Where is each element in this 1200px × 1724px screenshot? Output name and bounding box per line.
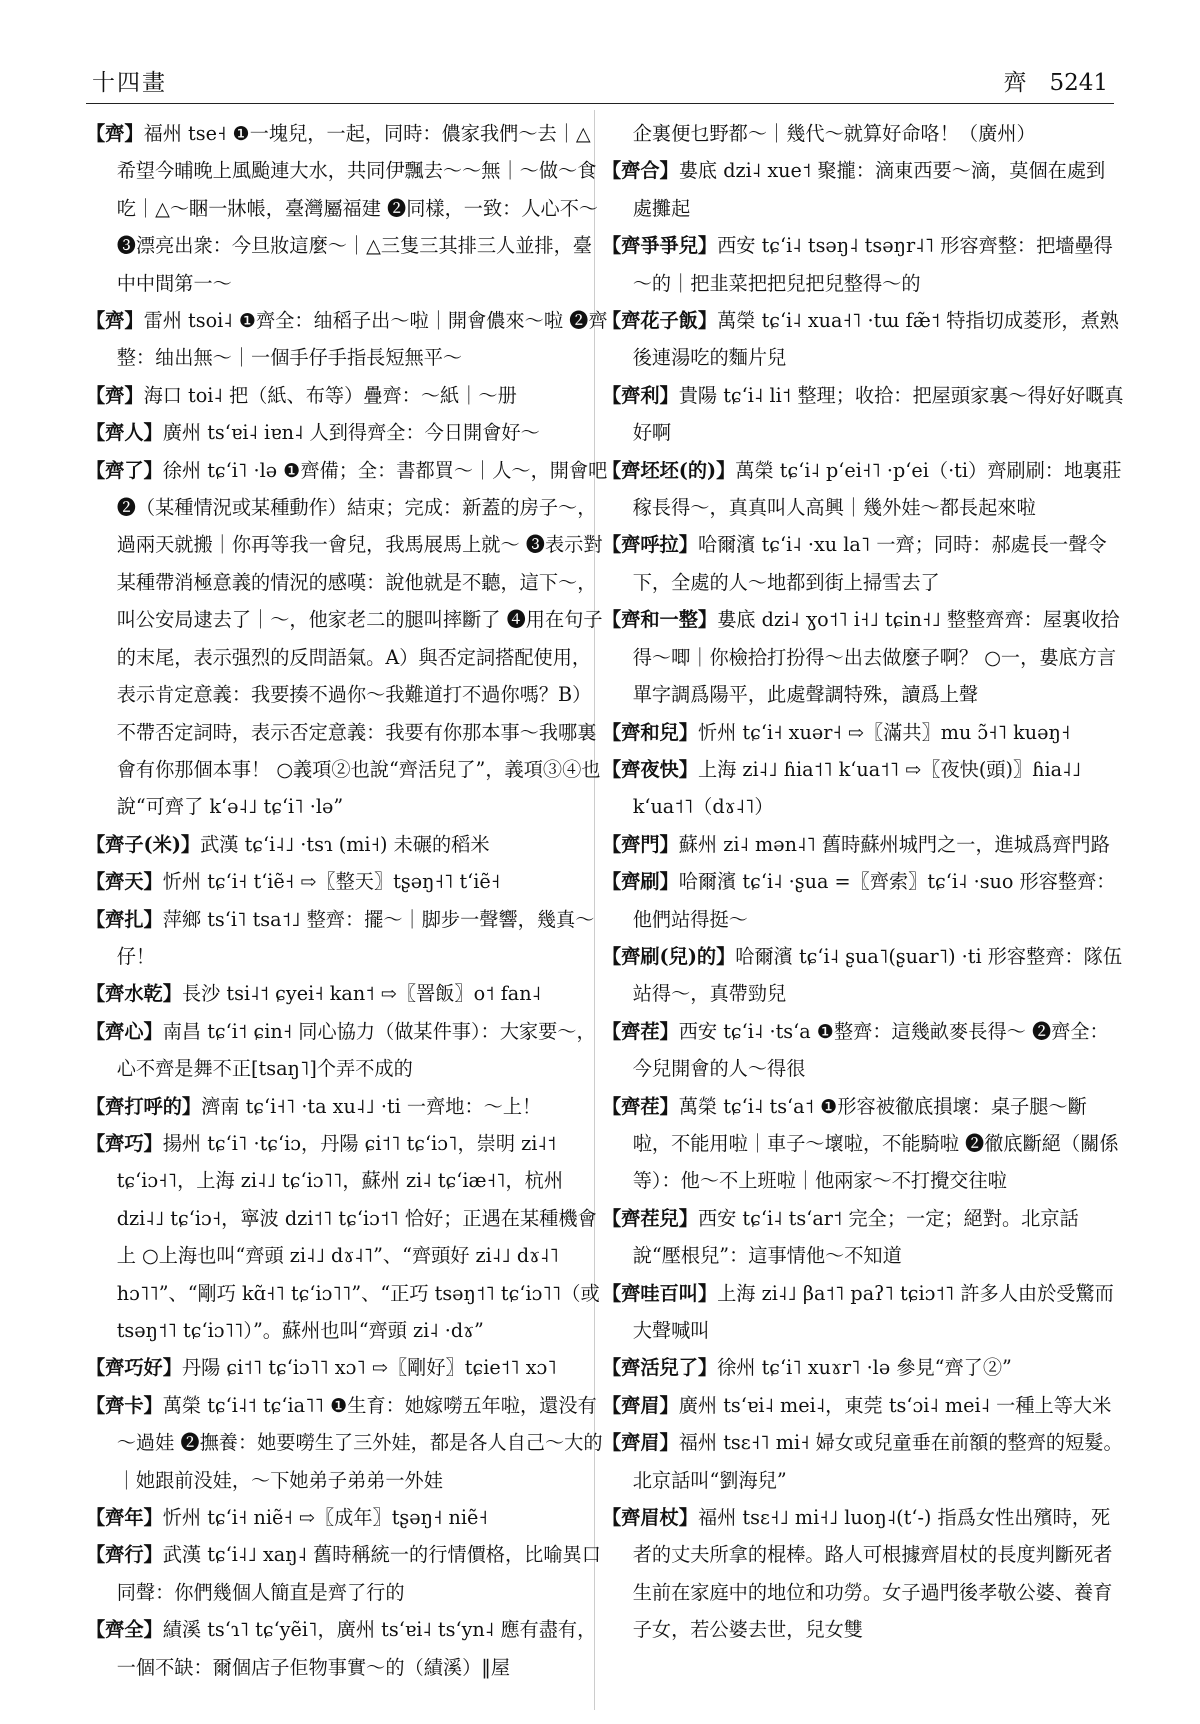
entry-definition: 婁底 dzi˨ xue˦ 聚攏：滴東西要～滴，莫個在處到處攤起 bbox=[632, 159, 1106, 220]
page-number: 5241 bbox=[1049, 70, 1108, 96]
dictionary-entry bbox=[86, 1125, 608, 1349]
page-header bbox=[86, 58, 1114, 100]
entry-definition: 哈爾濱 tɕʻi˨ ·ʂua =〖齊索〗tɕʻi˨ ·suo 形容整齊：他們站得挺～ bbox=[632, 870, 1116, 931]
entry-headword: 【齊和兒】 bbox=[602, 720, 698, 744]
dictionary-entry bbox=[86, 975, 608, 1012]
dictionary-entry bbox=[602, 1013, 1124, 1088]
entry-definition: 忻州 tɕʻi˧ niẽ˧ ⇨〖成年〗tʂəŋ˧ niẽ˧ bbox=[162, 1506, 488, 1530]
dictionary-entry bbox=[602, 152, 1124, 227]
entry-headword: 【齊茬兒】 bbox=[602, 1206, 698, 1230]
dictionary-entry bbox=[602, 863, 1124, 938]
entry-definition: 萬榮 tɕʻi˨ tsʻa˦ ❶形容被徹底損壞：桌子腿～斷啦，不能用啦｜車子～壞啦，不能騎啦 ❷徹底斷絕（關係等）：他～不上班啦｜他兩家～不打攪交往啦 bbox=[632, 1094, 1119, 1193]
right-column bbox=[602, 115, 1124, 1649]
dictionary-entry bbox=[602, 1499, 1124, 1649]
entry-headword: 【齊和一整】 bbox=[602, 608, 718, 632]
entry-headword: 【齊合】 bbox=[602, 159, 679, 183]
entry-continuation bbox=[602, 115, 1124, 152]
entry-definition: 萬榮 tɕʻi˨˦ tɕʻia˥˥ ❶生育：她嫁嘮五年啦，還没有～過娃 ❷撫養：她要嘮生了三外娃，都是各人自己～大的｜她跟前没娃，～下她弟子弟弟一外娃 bbox=[116, 1393, 603, 1492]
dictionary-entry bbox=[602, 601, 1124, 713]
entry-definition: 福州 tsɛ˧˩ mi˧˩ luoŋ˨(tʻ-) 指爲女性出殯時，死者的丈夫所拿的棍棒。路人可根據齊眉杖的長度判斷死者生前在家庭中的地位和功勞。女子過門後孝敬公婆、養育子女，若公婆去世，兒女雙 bbox=[632, 1506, 1113, 1642]
entry-headword: 【齊水乾】 bbox=[86, 982, 182, 1006]
dictionary-entry bbox=[86, 1536, 608, 1611]
dictionary-entry bbox=[602, 714, 1124, 751]
entry-definition: 貴陽 tɕʻi˨ li˦ 整理；收拾：把屋頭家裏～得好好嘅真好啊 bbox=[632, 383, 1124, 445]
entry-headword: 【齊】 bbox=[86, 309, 144, 333]
entry-headword: 【齊】 bbox=[86, 122, 144, 145]
dictionary-entry bbox=[602, 227, 1124, 302]
section-label: 十四畫 bbox=[92, 70, 167, 96]
entry-definition: 忻州 tɕʻi˧ xuər˧ ⇨〖滿共〗mu ɔ̃˧˥ kuəŋ˧ bbox=[697, 720, 1071, 744]
dictionary-entry bbox=[602, 1387, 1124, 1424]
entry-definition: 上海 zi˨˩ ɦia˦˥ kʻua˦˥ ⇨〖夜快(頭)〗ɦia˨˩ kʻua˦˥（dɤ˨˥） bbox=[632, 757, 1082, 819]
entry-headword: 【齊天】 bbox=[86, 870, 163, 894]
dictionary-entry bbox=[86, 115, 608, 302]
dictionary-entry bbox=[602, 826, 1124, 863]
entry-headword: 【齊爭爭兒】 bbox=[602, 234, 718, 258]
entry-definition: 企裏便乜野都～｜幾代～就算好命咯！（廣州） bbox=[632, 122, 1036, 145]
entry-headword: 【齊人】 bbox=[86, 421, 163, 445]
entry-headword: 【齊夜快】 bbox=[602, 757, 698, 781]
entry-definition: 上海 zi˨˩ βa˦˥ paʔ˥ tɕiɔ˦˥ 許多人由於受驚而大聲喊叫 bbox=[632, 1281, 1114, 1342]
entry-definition: 蘇州 zi˨ mən˨˥ 舊時蘇州城門之一，進城爲齊門路 bbox=[678, 832, 1110, 856]
entry-definition: 濟南 tɕʻi˧˥ ·ta xu˨˩ ·ti 一齊地：～上！ bbox=[201, 1094, 542, 1118]
entry-headword: 【齊卡】 bbox=[86, 1393, 163, 1417]
entry-definition: 丹陽 ɕi˦˥ tɕʻiɔ˥˥ xɔ˥ ⇨〖剛好〗tɕie˦˥ xɔ˥ bbox=[181, 1356, 557, 1380]
entry-headword: 【齊利】 bbox=[602, 383, 679, 407]
entry-headword: 【齊打呼的】 bbox=[86, 1094, 202, 1118]
entry-definition: 西安 tɕʻi˨ tsʻar˦ 完全；一定；絕對。北京話說“壓根兒”：這事情他～不知道 bbox=[632, 1206, 1079, 1268]
dictionary-entry bbox=[86, 863, 608, 900]
dictionary-entry bbox=[86, 302, 608, 377]
dictionary-entry bbox=[602, 377, 1124, 452]
entry-definition: 績溪 tsʻɿ˥ tɕʻyẽi˥，廣州 tsʻɐi˨ tsʻyn˨ 應有盡有，一個不缺：爾個店子佢物事實～的（績溪）‖屋 bbox=[116, 1618, 597, 1679]
dictionary-entry bbox=[86, 1611, 608, 1686]
entry-definition: 武漢 tɕʻi˨˩ ·tsɿ (mi˧) 未碾的稻米 bbox=[200, 832, 490, 856]
entry-headword: 【齊茬】 bbox=[602, 1019, 679, 1043]
entry-definition: 福州 tse˧ ❶一塊兒，一起，同時：儂家我們～去｜△希望今晡晚上風颱連大水，共同伊飄去～～無｜～做～食吃｜△～睏一牀帳，臺灣屬福建 ❷同樣，一致：人心不～ ❸漂亮出衆：今旦妝這麼～｜△三隻三其排三人並排，臺中中間第一～ bbox=[116, 122, 599, 295]
entry-definition: 武漢 tɕʻi˨˩ xaŋ˨ 舊時稱統一的行情價格，比喻異口同聲：你們幾個人簡直是齊了行的 bbox=[116, 1543, 601, 1604]
entry-definition: 南昌 tɕʻi˦ ɕin˧ 同心協力（做某件事）：大家要～，心不齊是舞不正[tsaŋ˥]个弄不成的 bbox=[116, 1019, 596, 1081]
head-character: 齊 bbox=[1003, 70, 1028, 96]
dictionary-entry bbox=[86, 377, 608, 414]
dictionary-entry bbox=[602, 751, 1124, 826]
header-rule bbox=[86, 103, 1114, 104]
dictionary-entry bbox=[602, 1349, 1124, 1386]
entry-definition: 萍鄉 tsʻi˥ tsa˦˩ 整齊：擺～｜脚步一聲響，幾真～仔！ bbox=[116, 907, 595, 968]
entry-headword: 【齊刷(兒)的】 bbox=[602, 944, 736, 968]
entry-headword: 【齊哇百叫】 bbox=[602, 1281, 718, 1305]
left-column bbox=[86, 115, 608, 1686]
entry-definition: 雷州 tsoi˨ ❶齊全：䌷稻子出～啦｜開會儂來～啦 ❷齊整：䌷出無～｜一個手仔手指長短無平～ bbox=[116, 309, 608, 370]
entry-headword: 【齊全】 bbox=[86, 1618, 163, 1642]
dictionary-entry bbox=[86, 1349, 608, 1386]
entry-definition: 徐州 tɕʻi˥ xuɤr˥ ·lə 參見“齊了②” bbox=[717, 1356, 1012, 1380]
entry-headword: 【齊了】 bbox=[86, 458, 163, 482]
dictionary-entry bbox=[86, 1387, 608, 1499]
entry-definition: 萬榮 tɕʻi˨ xua˧˥ ·tɯ fæ̃˦ 特指切成菱形，煮熟後連湯吃的麵片兒 bbox=[632, 309, 1119, 370]
dictionary-entry bbox=[86, 414, 608, 451]
entry-definition: 西安 tɕʻi˨ tsəŋ˨ tsəŋr˨˥ 形容齊整：把墻壘得～的｜把韭菜把把兒把兒整得～的 bbox=[632, 234, 1113, 295]
entry-headword: 【齊門】 bbox=[602, 832, 679, 856]
dictionary-entry bbox=[602, 1275, 1124, 1350]
dictionary-entry bbox=[86, 452, 608, 826]
entry-definition: 廣州 tsʻɐi˨ mei˨，東莞 tsʻɔi˨ mei˨ 一種上等大米 bbox=[678, 1393, 1112, 1417]
dictionary-entry bbox=[86, 1088, 608, 1125]
entry-headword: 【齊活兒了】 bbox=[602, 1356, 718, 1380]
entry-headword: 【齊巧好】 bbox=[86, 1356, 182, 1380]
dictionary-entry bbox=[86, 901, 608, 976]
entry-definition: 福州 tsɛ˧˥ mi˧ 婦女或兒童垂在前額的整齊的短髮。北京話叫“劉海兒” bbox=[632, 1431, 1123, 1492]
entry-headword: 【齊心】 bbox=[86, 1019, 163, 1043]
entry-headword: 【齊扎】 bbox=[86, 907, 163, 931]
dictionary-entry bbox=[86, 1013, 608, 1088]
entry-definition: 徐州 tɕʻi˥ ·lə ❶齊備；全：書都買～｜人～，開會吧 ❷（某種情況或某種動作）結束；完成：新蓋的房子～，過兩天就搬｜你再等我一會兒，我馬展馬上就～ ❸表示對某種帶消極意義的情況的感嘆：說他就是不聽，這下～，叫公安局逮去了｜～，他家老二的腿叫摔斷了 ❹用在句子的末尾，表示强烈的反問語氣。A）與否定詞搭配使用，表示肯定意義：我要揍不過你～我難道打不過你嗎？B）不帶否定詞時，表示否定意義：我要有你那本事～我哪裏會有你那個本事！ ○義項②也說“齊活兒了”，義項③④也說“可齊了 kʻə˨˩ tɕʻi˥ ·lə” bbox=[116, 458, 608, 819]
entry-headword: 【齊花子飯】 bbox=[602, 309, 718, 333]
entry-headword: 【齊年】 bbox=[86, 1506, 163, 1530]
entry-headword: 【齊刷】 bbox=[602, 870, 679, 894]
dictionary-entry bbox=[602, 1088, 1124, 1200]
entry-headword: 【齊】 bbox=[86, 383, 144, 407]
dictionary-entry bbox=[602, 1424, 1124, 1499]
entry-definition: 哈爾濱 tɕʻi˨ ·xu la˥ 一齊；同時：郝處長一聲令下，全處的人～地都到街上掃雪去了 bbox=[632, 533, 1107, 594]
entry-headword: 【齊眉杖】 bbox=[602, 1506, 698, 1530]
entry-headword: 【齊行】 bbox=[86, 1543, 163, 1567]
dictionary-entry bbox=[602, 302, 1124, 377]
dictionary-entry bbox=[602, 938, 1124, 1013]
entry-definition: 忻州 tɕʻi˧ tʻiẽ˧ ⇨〖整天〗tʂəŋ˧˥ tʻiẽ˧ bbox=[162, 870, 501, 894]
entry-definition: 廣州 tsʻɐi˨ iɐn˨ 人到得齊全：今日開會好～ bbox=[162, 421, 540, 445]
entry-headword: 【齊茬】 bbox=[602, 1094, 679, 1118]
entry-headword: 【齊子(米)】 bbox=[86, 832, 201, 856]
dictionary-entry bbox=[86, 1499, 608, 1536]
entry-definition: 婁底 dzi˨ ɣo˦˥ i˧˩ tɕin˧˩ 整整齊齊：屋裏收拾得～唧｜你檢拾打扮得～出去做麼子啊？ ○一，婁底方言單字調爲陽平，此處聲調特殊，讀爲上聲 bbox=[632, 608, 1120, 707]
dictionary-entry bbox=[86, 826, 608, 863]
dictionary-entry bbox=[602, 1200, 1124, 1275]
entry-definition: 揚州 tɕʻi˥ ·tɕʻiɔ，丹陽 ɕi˦˥ tɕʻiɔ˥，崇明 zi˨˦ tɕʻiɔ˧˥，上海 zi˨˩ tɕʻiɔ˥˥，蘇州 zi˨ tɕʻiæ˧˥，杭州 dzi˨˩ tɕʻiɔ˧，寧波 dzi˦˥ tɕʻiɔ˦˥ 恰好；正遇在某種機會上 ○上海也叫“齊頭 zi˨˩ dɤ˨˥”、“齊頭好 zi˨˩ dɤ˨˥ hɔ˥˥”、“剛巧 kɑ̃˧˥ tɕʻiɔ˥˥”、“正巧 tsəŋ˦˥ tɕʻiɔ˥˥（或 tsəŋ˦˥ tɕʻiɔ˥˥）”。蘇州也叫“齊頭 zi˨ ·dɤ” bbox=[116, 1131, 600, 1342]
entry-definition: 哈爾濱 tɕʻi˨ ʂua˥(ʂuar˥) ·ti 形容整齊：隊伍站得～，真帶勁兒 bbox=[632, 944, 1123, 1006]
entry-definition: 西安 tɕʻi˨ ·tsʻa ❶整齊：這幾畝麥長得～ ❷齊全：今兒開會的人～得很 bbox=[632, 1019, 1109, 1081]
entry-headword: 【齊巧】 bbox=[86, 1131, 163, 1155]
entry-definition: 海口 toi˨ 把（紙、布等）疊齊：～紙｜～册 bbox=[143, 383, 517, 407]
dictionary-entry bbox=[602, 452, 1124, 527]
running-head bbox=[1003, 64, 1108, 97]
entry-headword: 【齊坯坯(的)】 bbox=[602, 458, 736, 482]
entry-headword: 【齊眉】 bbox=[602, 1393, 679, 1417]
entry-definition: 萬榮 tɕʻi˨ pʻei˧˥ ·pʻei（·ti）齊刷刷：地裏莊稼長得～，真真叫人高興｜幾外娃～都長起來啦 bbox=[632, 458, 1122, 520]
dictionary-entry bbox=[602, 526, 1124, 601]
entry-definition: 長沙 tsi˨˦ ɕyei˧ kan˦ ⇨〖罯飯〗o˦ fan˨ bbox=[181, 982, 542, 1006]
entry-headword: 【齊眉】 bbox=[602, 1431, 679, 1455]
entry-headword: 【齊呼拉】 bbox=[602, 533, 698, 557]
